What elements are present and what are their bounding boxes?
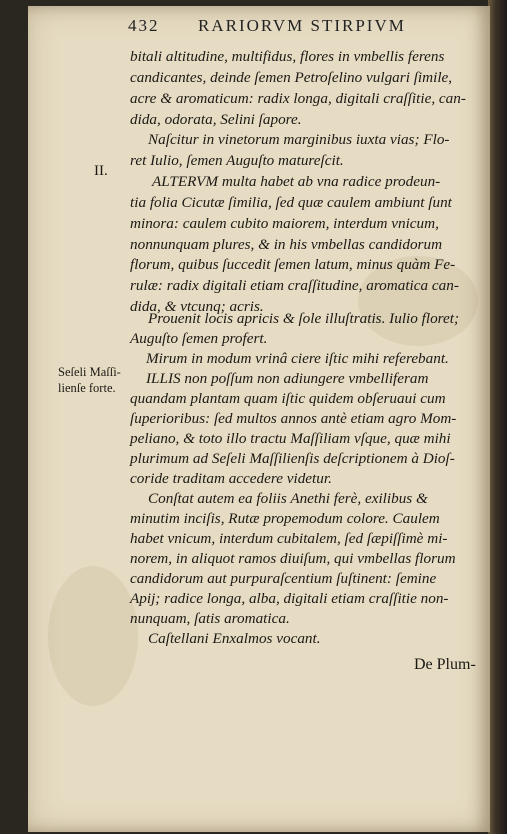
text-line: acre & aromaticum: radix longa, digitali craſſitie, can- [130, 90, 466, 107]
text-line: Conſtat autem ea foliis Anethi ferè, exilibus & [148, 490, 428, 507]
section-number: II. [94, 163, 108, 179]
text-line: rulæ: radix digitali etiam craſſitudine, aromatica can- [130, 277, 459, 294]
text-line: plurimum ad Seſeli Maſſilienſis deſcriptionem à Dioſ- [130, 450, 455, 467]
text-line: Auguſto ſemen profert. [130, 330, 268, 347]
text-line: ret Iulio, ſemen Auguſto matureſcit. [130, 152, 344, 169]
text-line: ALTERVM multa habet ab vna radice prodeun- [152, 173, 441, 190]
text-line: quandam plantam quam iſtic quidem obſeruaui cum [130, 390, 446, 407]
text-line: candidorum aut purpuraſcentium ſuſtinent: ſemine [130, 570, 437, 587]
paper-stain [48, 566, 138, 706]
text-line: peliano, & toto illo tractu Maſſiliam vſque, quæ mihi [130, 430, 451, 447]
text-line: ILLIS non poſſum non adiungere vmbelliferam [146, 370, 429, 387]
text-line: nonnunquam plures, & in his vmbellas candidorum [130, 236, 443, 253]
running-title: RARIORVM STIRPIVM [198, 16, 406, 35]
text-line: ſuperioribus: ſed multos annos antè etiam agro Mom- [130, 410, 457, 427]
text-line: nunquam, ſatis aromatica. [130, 610, 290, 627]
text-line: coride traditam accedere videtur. [130, 470, 332, 487]
book-edge [488, 0, 507, 834]
text-line: tia folia Cicutæ ſimilia, ſed quæ caulem ambiunt ſunt [130, 194, 452, 211]
text-line: dida, & vtcunq; acris. [130, 298, 264, 315]
page-number: 432 [128, 16, 160, 35]
text-line: Caſtellani Enxalmos vocant. [148, 630, 321, 647]
text-line: minora: caulem cubito maiorem, interdum vnicum, [130, 215, 439, 232]
text-line: norem, in aliquot ramos diuiſum, qui vmbellas florum [130, 550, 456, 567]
text-line: minutim inciſis, Rutæ propemodum colore. Caulem [130, 510, 440, 527]
text-line: candicantes, deinde ſemen Petroſelino vulgari ſimile, [130, 69, 453, 86]
text-line: dida, odorata, Selini ſapore. [130, 111, 302, 128]
margin-note: lienſe forte. [58, 381, 116, 395]
catchword: De Plum- [414, 656, 476, 673]
text-line: Prouenit locis apricis & ſole illuſtratis. Iulio floret; [148, 310, 460, 327]
text-line: Mirum in modum vrinâ ciere iſtic mihi referebant. [146, 350, 449, 367]
text-line: Naſcitur in vinetorum marginibus iuxta vias; Flo- [148, 131, 450, 148]
text-line: bitali altitudine, multifidus, flores in vmbellis ferens [130, 48, 445, 65]
margin-note: Seſeli Maſſi- [58, 365, 121, 379]
text-line: florum, quibus ſuccedit ſemen latum, minus quàm Fe- [130, 256, 456, 273]
text-line: Apij; radice longa, alba, digitali etiam craſſitie non- [130, 590, 449, 607]
text-line: habet vnicum, interdum cubitalem, ſed ſæpiſſimè mi- [130, 530, 448, 547]
